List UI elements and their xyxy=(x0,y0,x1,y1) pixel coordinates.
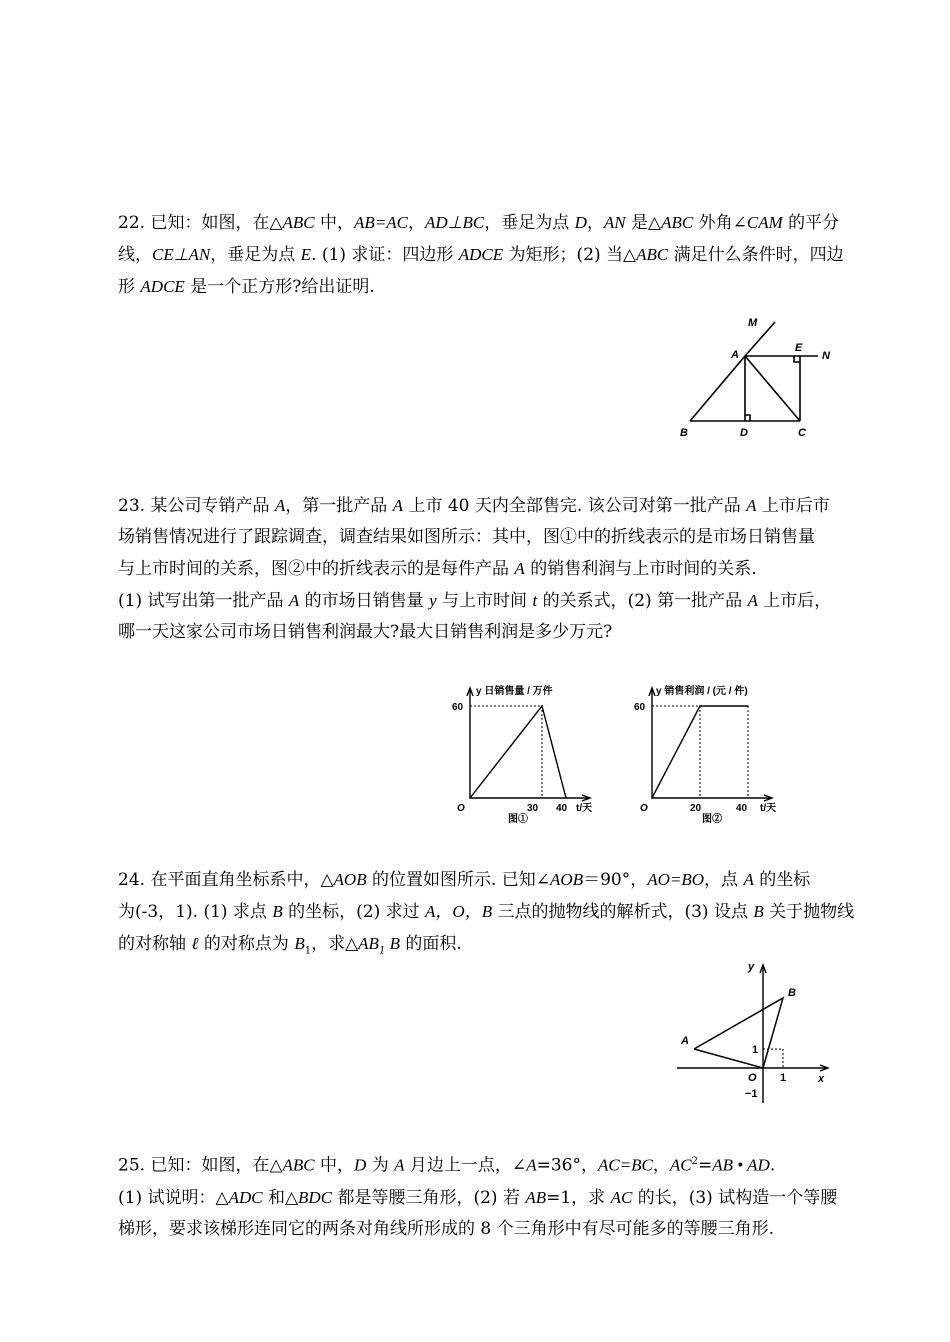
data-point xyxy=(747,705,749,707)
data-point xyxy=(541,705,543,707)
question-22 xyxy=(118,207,870,303)
x-axis-label: t/天 xyxy=(576,803,593,814)
tick-label-40: 40 xyxy=(556,803,568,814)
label-b: B xyxy=(680,427,688,439)
q22-line-2: 线，CE⊥AN，垂足为点 E. (1) 求证：四边形 ADCE 为矩形；(2) 当△ABC 满足什么条件时，四边 xyxy=(118,245,844,265)
x-axis-label: t/天 xyxy=(760,803,777,814)
data-point xyxy=(469,797,471,799)
label-1-x: 1 xyxy=(780,1072,787,1084)
figure-22-rectangle-diagram xyxy=(670,312,850,442)
q23-line-1: 23. 某公司专销产品 A，第一批产品 A 上市 40 天内全部售完. 该公司对第一批产品 A 上市后市 xyxy=(118,496,830,516)
label-y: y xyxy=(748,961,755,973)
y-axis-label: y 日销售量 / 万件 xyxy=(476,686,553,697)
question-24 xyxy=(118,864,870,966)
data-point xyxy=(651,797,653,799)
label-b: B xyxy=(788,987,796,999)
chart-unit-profit xyxy=(620,680,795,825)
data-point xyxy=(699,705,701,707)
label-o: O xyxy=(748,1072,757,1084)
tick-label-60: 60 xyxy=(634,702,646,713)
label-x: x xyxy=(818,1073,825,1085)
right-angle-mark-e xyxy=(794,356,800,362)
tick-label-20: 20 xyxy=(690,803,702,814)
q23-line-3: 与上市时间的关系，图②中的折线表示的是每件产品 A 的销售利润与上市时间的关系. xyxy=(118,559,757,579)
label-n: N xyxy=(822,350,830,362)
q24-line-2: 为(-3，1). (1) 求点 B 的坐标，(2) 求过 A，O，B 三点的抛物线的解析式，(3) 设点 B 关于抛物线 xyxy=(118,902,855,922)
line-ac xyxy=(745,356,800,421)
tick-label-60: 60 xyxy=(452,702,464,713)
label-a: A xyxy=(731,349,739,361)
tick-label-40: 40 xyxy=(736,803,748,814)
label-c: C xyxy=(798,427,806,439)
q23-line-4: (1) 试写出第一批产品 A 的市场日销售量 y 与上市时间 t 的关系式，(2) 第一批产品 A 上市后， xyxy=(118,591,832,611)
q22-line-3: 形 ADCE 是一个正方形?给出证明. xyxy=(118,277,375,297)
q24-line-3: 的对称轴 ℓ 的对称点为 $B_1$，求$\triangle AB_1$ B 的面积. xyxy=(118,934,462,957)
line-ab xyxy=(690,356,745,421)
chart-daily-sales xyxy=(440,680,610,825)
q22-line-1: 22. 已知：如图，在△ABC 中，AB=AC，AD⊥BC，垂足为点 D，AN 是△ABC 外角∠CAM 的平分 xyxy=(118,213,840,233)
triangle-aob xyxy=(694,998,783,1068)
caption: 图② xyxy=(702,814,722,825)
label-e: E xyxy=(795,342,803,354)
q25-line-2: (1) 试说明：△ADC 和△BDC 都是等腰三角形，(2) 若 AB=1，求 AC 的长，(3) 试构造一个等腰 xyxy=(118,1187,838,1208)
q25-line-1: 25. 已知：如图，在△ABC 中，D 为 A 月边上一点，∠A=36°，AC=BC，$AC^2=AB$ • AD. xyxy=(118,1155,776,1176)
q23-line-5: 哪一天这家公司市场日销售利润最大?最大日销售利润是多少万元? xyxy=(118,622,613,642)
tick-label-30: 30 xyxy=(527,803,539,814)
origin-label: O xyxy=(640,803,648,814)
label-d: D xyxy=(740,427,748,439)
label-1-y: 1 xyxy=(752,1044,759,1056)
label-m: M xyxy=(748,317,758,329)
q25-line-3: 梯形，要求该梯形连同它的两条对角线所形成的 8 个三角形中有尽可能多的等腰三角形. xyxy=(118,1218,775,1239)
origin-label: O xyxy=(457,803,465,814)
question-23 xyxy=(118,490,870,648)
figure-24-coordinate-plane xyxy=(672,958,852,1108)
label-a: A xyxy=(681,1035,689,1047)
question-25 xyxy=(118,1146,870,1245)
q23-line-2: 场销售情况进行了跟踪调查，调查结果如图所示：其中，图①中的折线表示的是市场日销售量 xyxy=(118,527,815,547)
label-neg1: −1 xyxy=(745,1088,758,1100)
y-axis-label: y 销售利润 / (元 / 件) xyxy=(656,686,748,697)
series-line xyxy=(470,706,566,798)
caption: 图① xyxy=(508,814,528,825)
data-point xyxy=(565,797,567,799)
q24-line-1: 24. 在平面直角坐标系中，△AOB 的位置如图所示. 已知∠AOB＝90°，AO=BO，点 A 的坐标 xyxy=(118,870,811,890)
